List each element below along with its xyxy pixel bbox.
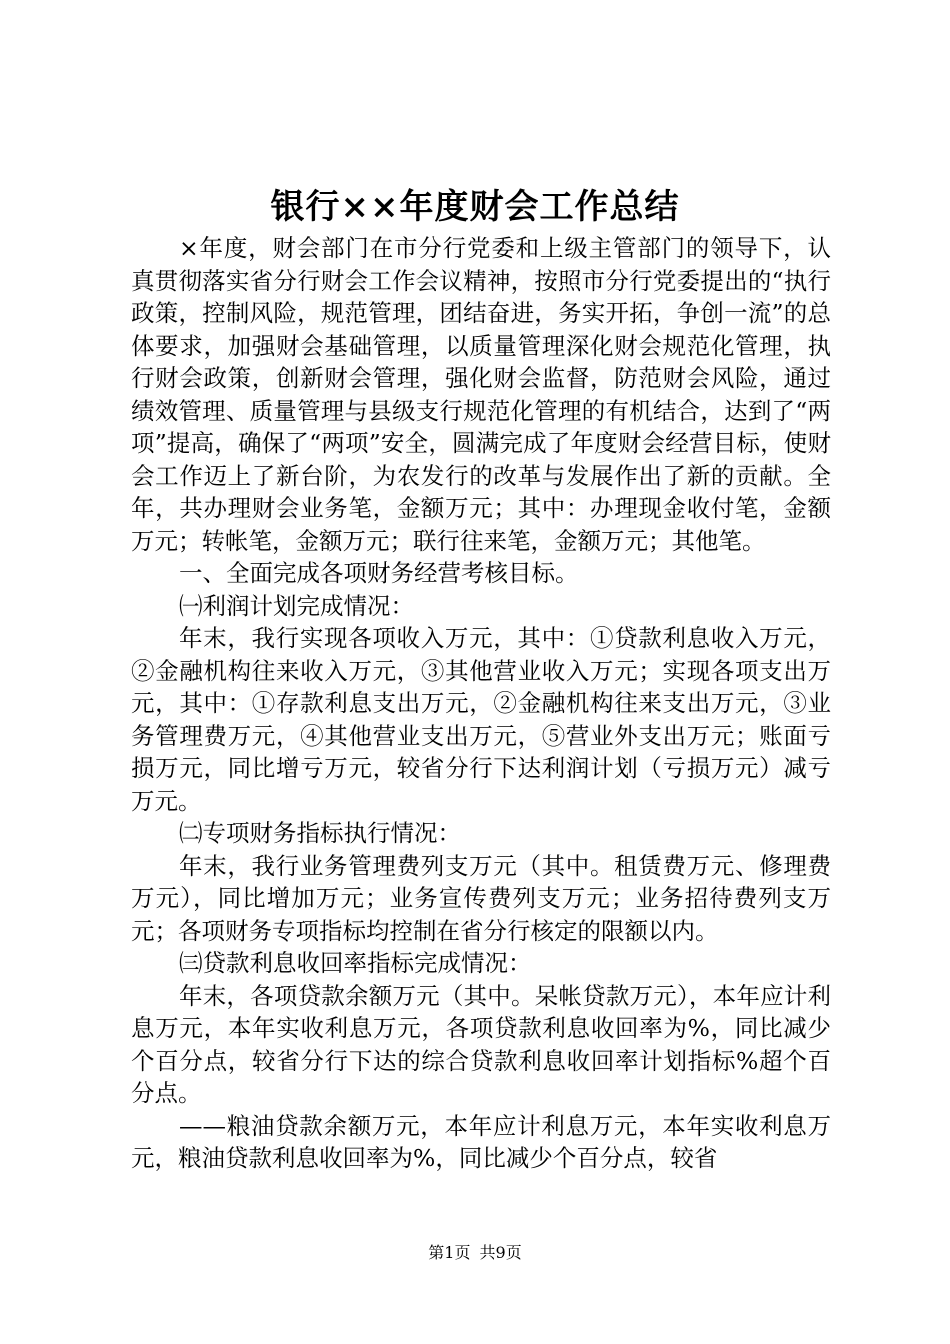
subsection-heading-special-finance: ㈡专项财务指标执行情况：	[179, 819, 461, 847]
section-heading-1: 一、全面完成各项财务经营考核目标。	[179, 559, 579, 587]
paragraph-interest-recovery: 年末，各项贷款余额万元（其中。呆帐贷款万元），本年应计利息万元，本年实收利息万元，各项贷款利息收回率为%，同比减少个百分点，较省分行下达的综合贷款利息收回率计划指标%超个百分点。	[131, 981, 831, 1107]
paragraph-grain-loans: ——粮油贷款余额万元，本年应计利息万元，本年实收利息万元，粮油贷款利息收回率为%，同比减少个百分点，较省	[131, 1111, 831, 1172]
subsection-heading-interest-recovery: ㈢贷款利息收回率指标完成情况：	[179, 949, 532, 977]
page-total: 共9页	[479, 1243, 522, 1262]
subsection-heading-profit: ㈠利润计划完成情况：	[179, 591, 414, 620]
document-body	[131, 232, 831, 1175]
paragraph-special-finance: 年末，我行业务管理费列支万元（其中。租赁费万元、修理费万元），同比增加万元；业务宣传费列支万元；业务招待费列支万元；各项财务专项指标均控制在省分行核定的限额以内。	[131, 851, 831, 945]
page-number: 第1页	[428, 1243, 471, 1262]
page-footer	[0, 1242, 950, 1264]
paragraph-intro: ×年度，财会部门在市分行党委和上级主管部门的领导下，认真贯彻落实省分行财会工作会议精神，按照市分行党委提出的“执行政策，控制风险，规范管理，团结奋进，务实开拓，争创一流”的总体要求，加强财会基础管理，以质量管理深化财会规范化管理，执行财会政策，创新财会管理，强化财会监督，防范财会风险，通过绩效管理、质量管理与县级支行规范化管理的有机结合，达到了“两项”提高，确保了“两项”安全，圆满完成了年度财会经营目标，使财会工作迈上了新台阶，为农发行的改革与发展作出了新的贡献。全年，共办理财会业务笔，金额万元；其中：办理现金收付笔，金额万元；转帐笔，金额万元；联行往来笔，金额万元；其他笔。	[131, 234, 831, 555]
page-title: 银行××年度财会工作总结	[270, 187, 680, 227]
paragraph-profit: 年末，我行实现各项收入万元，其中：①贷款利息收入万元，②金融机构往来收入万元，③其他营业收入万元；实现各项支出万元，其中：①存款利息支出万元，②金融机构往来支出万元，③业务管理费万元，④其他营业支出万元，⑤营业外支出万元；账面亏损万元，同比增亏万元，较省分行下达利润计划（亏损万元）减亏万元。	[131, 624, 831, 815]
